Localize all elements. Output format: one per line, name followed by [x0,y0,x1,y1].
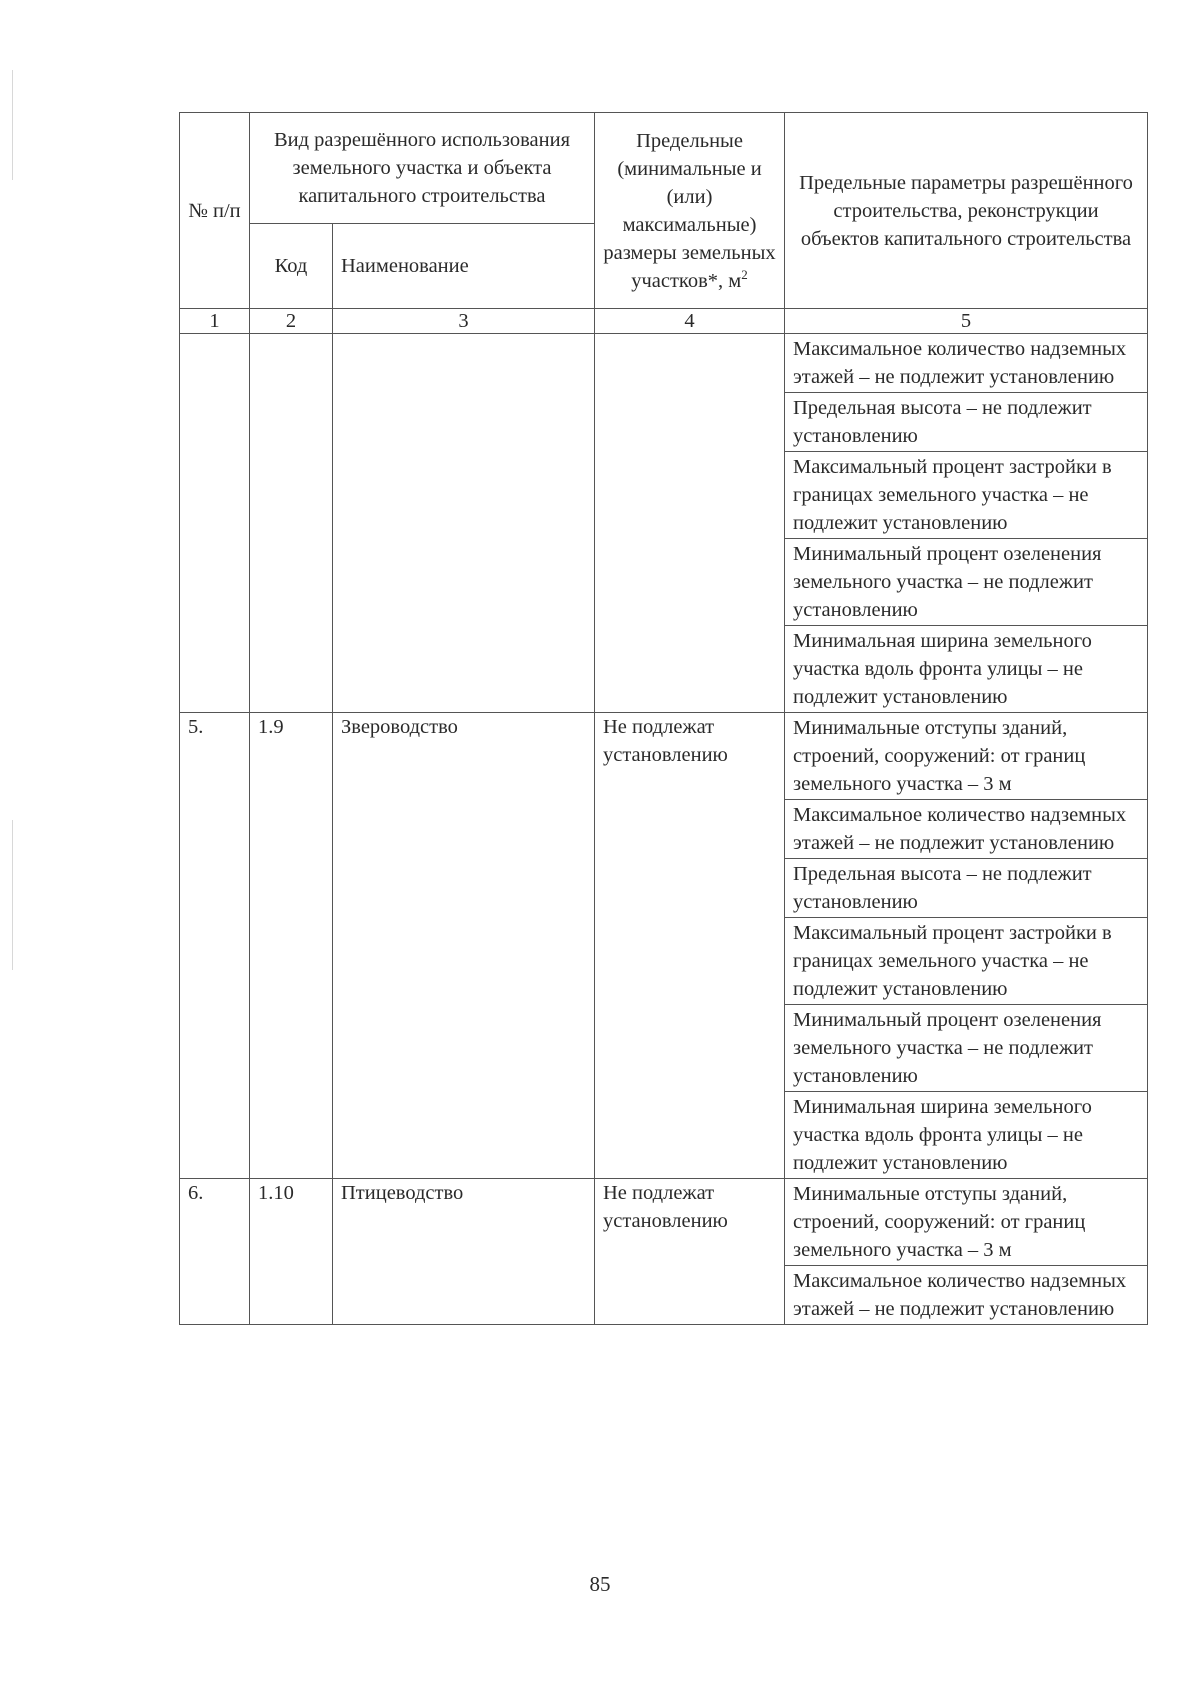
header-row [180,113,1148,224]
scan-margin-mark [12,820,13,970]
param-item: Минимальные отступы зданий, строений, сооружений: от границ земельного участка – 3 м [785,1179,1147,1266]
header-num: № п/п [180,113,250,309]
header-name: Наименование [333,224,595,309]
header-code: Код [250,224,333,309]
regulations-table [179,112,1148,1325]
row-code [250,334,333,713]
param-item: Минимальные отступы зданий, строений, сооружений: от границ земельного участка – 3 м [785,713,1147,800]
row-number: 5. [180,713,250,1179]
row-name [333,334,595,713]
column-number: 4 [595,309,785,334]
param-item: Предельная высота – не подлежит установлению [785,393,1147,452]
page-number: 85 [589,1572,611,1596]
row-params [785,334,1148,713]
param-item: Минимальный процент озеленения земельного участка – не подлежит установлению [785,539,1147,626]
table-row [180,1179,1148,1325]
table-row [180,334,1148,713]
table-body [180,334,1148,1325]
param-item: Максимальный процент застройки в границах земельного участка – не подлежит установлению [785,452,1147,539]
header-vri: Вид разрешённого использования земельного участка и объекта капитального строительства [250,113,595,224]
param-item: Максимальное количество надземных этажей – не подлежит установлению [793,1270,1127,1320]
row-name: Звероводство [333,713,595,1179]
header-sizes: Предельные (минимальные и (или) максимальные) размеры земельных участков*, $м^2$ [595,113,785,309]
column-number: 5 [785,309,1148,334]
row-params [785,1179,1148,1325]
column-number-row [180,309,1148,334]
header-params: Предельные параметры разрешённого строительства, реконструкции объектов капитального строительства [785,113,1148,309]
row-sizes [595,334,785,713]
row-number: 6. [180,1179,250,1325]
param-item: Максимальное количество надземных этажей – не подлежит установлению [785,800,1147,859]
row-sizes: Не подлежат установлению [595,1179,785,1325]
param-item: Максимальное количество надземных этажей – не подлежит установлению [785,334,1147,393]
row-code: 1.10 [250,1179,333,1325]
table-row [180,713,1148,1179]
scan-margin-mark [12,70,13,180]
column-number: 2 [250,309,333,334]
param-item: Предельная высота – не подлежит установлению [785,859,1147,918]
row-params [785,713,1148,1179]
column-number: 3 [333,309,595,334]
row-sizes: Не подлежат установлению [595,713,785,1179]
param-item: Минимальный процент озеленения земельного участка – не подлежит установлению [785,1005,1147,1092]
row-code: 1.9 [250,713,333,1179]
row-number [180,334,250,713]
param-item: Минимальная ширина земельного участка вдоль фронта улицы – не подлежит установлению [793,630,1092,708]
param-item: Минимальная ширина земельного участка вдоль фронта улицы – не подлежит установлению [793,1096,1092,1174]
column-number: 1 [180,309,250,334]
row-name: Птицеводство [333,1179,595,1325]
param-item: Максимальный процент застройки в границах земельного участка – не подлежит установлению [785,918,1147,1005]
